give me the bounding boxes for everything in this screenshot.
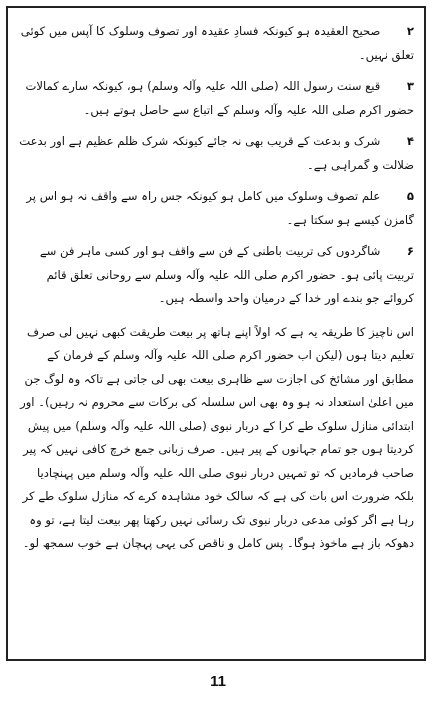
list-item [18, 185, 414, 232]
list-item [18, 75, 414, 122]
item-number: ۲ [406, 24, 414, 38]
item-text: علم تصوف وسلوک میں کامل ہو کیونکہ جس راہ سے واقف نہ ہو اس پر گامزن کیسے ہو سکتا ہے۔ [26, 189, 414, 227]
item-number: ۳ [406, 79, 414, 93]
body-paragraph: اس ناچیز کا طریقہ یہ ہے کہ اولاً اپنے ہاتھ پر بیعت طریقت کبھی نہیں لی صرف تعلیم دیتا ہوں (لیکن اب حضور اکرم صلی اللہ علیہ وآلہ وسلم کے فرمان کے مطابق اور مشائخ کی اجازت سے ظاہری بیعت بھی لی جاتی ہے تاکہ وہ لوگ جن میں اعلیٰ استعداد نہ ہو وہ بھی اس سلسلہ کی برکات سے محروم نہ رہیں)۔ اور ابتدائی منازل سلوک طے کرا کے دربار نبوی (صلی اللہ علیہ وآلہ وسلم) میں پیش کردیتا ہوں جو تمام جہانوں کے پیر ہیں۔ صرف زبانی جمع خرچ کافی نہیں کہ پیر صاحب فرمادیں کہ تو تمہیں دربار نبوی صلی اللہ علیہ وآلہ وسلم میں پہنچادیا بلکہ ضرورت اس بات کی ہے کہ سالک خود مشاہدہ کرے کہ منازل سلوک طے کر رہا ہے اگر کوئی مدعی دربار نبوی تک رسائی نہیں رکھتا پھر بیعت لیتا ہے، تو وہ دھوکہ باز ہے ماخوذ ہوگا۔ پس کامل و ناقص کی یہی پہچان ہے خوب سمجھ لو۔ [20, 324, 414, 550]
item-text: شاگردوں کی تربیت باطنی کے فن سے واقف ہو اور کسی ماہر فن سے تربیت پائی ہو۔ حضور اکرم صلی اللہ علیہ وآلہ وسلم سے روحانی تعلق قائم کروائے جو بندے اور خدا کے درمیان واحد واسطہ ہیں۔ [39, 244, 414, 305]
item-text: شرک و بدعت کے قریب بھی نہ جائے کیونکہ شرک ظلم عظیم ہے اور بدعت ضلالت و گمراہی ہے۔ [19, 134, 414, 172]
list-item [18, 20, 414, 67]
list-item [18, 240, 414, 311]
item-number: ۶ [406, 244, 414, 258]
item-number: ۵ [406, 189, 414, 203]
page-content [18, 20, 414, 556]
item-number: ۴ [406, 134, 414, 148]
list-item [18, 130, 414, 177]
page-number: 11 [210, 673, 226, 690]
item-text: قبع سنت رسول اللہ (صلی اللہ علیہ وآلہ وسلم) ہو، کیونکہ سارے کمالات حضور اکرم صلی اللہ علیہ وآلہ وسلم کے اتباع سے حاصل ہوتے ہیں۔ [25, 79, 414, 117]
item-text: صحیح العقیدہ ہو کیونکہ فسادِ عقیدہ اور تصوف وسلوک کا آپس میں کوئی تعلق نہیں۔ [20, 24, 414, 62]
